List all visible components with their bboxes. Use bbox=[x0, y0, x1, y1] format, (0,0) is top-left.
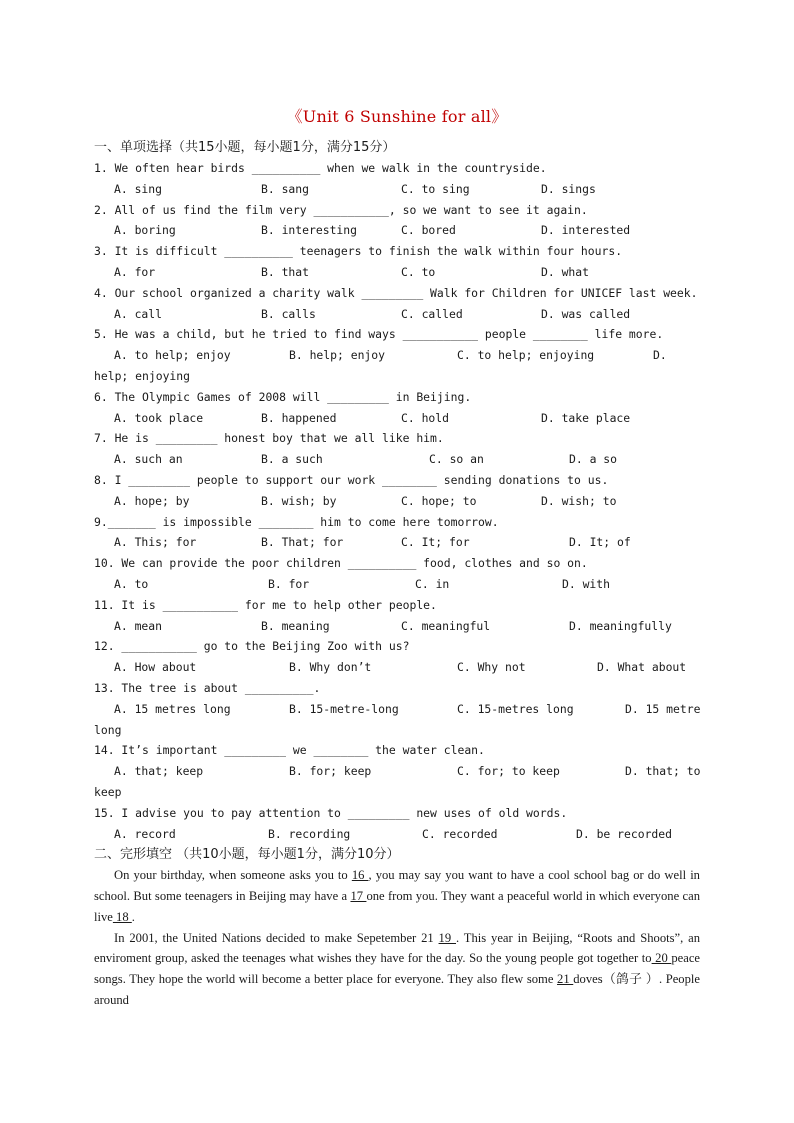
answer-option: D. bbox=[653, 348, 667, 363]
cloze-text: On your birthday, when someone asks you to bbox=[114, 868, 352, 883]
blank-17: 17 bbox=[350, 889, 367, 904]
answer-option: C. 15-metres long bbox=[457, 701, 574, 716]
answer-option: D. wish; to bbox=[541, 493, 617, 508]
option-row bbox=[94, 616, 700, 637]
question-stem: 5. He was a child, but he tried to find ways ___________ people ________ life more. bbox=[94, 327, 664, 342]
answer-option: D. take place bbox=[541, 410, 631, 425]
answer-option: C. to bbox=[401, 264, 436, 279]
question-stem: 14. It’s important _________ we ________ the water clean. bbox=[94, 743, 485, 758]
worksheet-page bbox=[94, 104, 700, 1011]
option-row bbox=[94, 574, 700, 595]
cloze-text: peace songs. They hope the world will become a better place for everyone. They also flew some bbox=[94, 951, 701, 987]
option-continuation: help; enjoying bbox=[94, 368, 191, 383]
answer-option: B. sang bbox=[261, 181, 310, 196]
option-row bbox=[94, 179, 700, 200]
blank-16: 16 bbox=[351, 868, 369, 883]
answer-option: D. 15 metre bbox=[625, 701, 701, 716]
answer-option: C. in bbox=[415, 576, 450, 591]
answer-option: D. a so bbox=[569, 452, 618, 467]
question-stem: 1. We often hear birds __________ when we walk in the countryside. bbox=[94, 161, 547, 175]
question-stem: 6. The Olympic Games of 2008 will _________ in Beijing. bbox=[94, 389, 472, 404]
answer-option: B. happened bbox=[261, 410, 337, 425]
answer-option: C. It; for bbox=[401, 535, 470, 550]
answer-option: A. boring bbox=[114, 223, 176, 238]
cloze-text: , you may say you want to have a cool school bag or do well in school. But some teenagers in Beijing may have a bbox=[94, 868, 700, 904]
option-row bbox=[94, 699, 700, 720]
question-stem: 3. It is difficult __________ teenagers to finish the walk within four hours. bbox=[94, 244, 623, 259]
cloze-text: In 2001, the United Nations decided to make Sepetember 21 bbox=[114, 930, 439, 945]
answer-option: C. Why not bbox=[457, 660, 526, 675]
question-stem: 13. The tree is about __________. bbox=[94, 680, 321, 695]
answer-option: B. recording bbox=[268, 826, 351, 841]
answer-option: D. What about bbox=[597, 660, 687, 675]
cloze-paragraph-2 bbox=[94, 928, 700, 1011]
option-row bbox=[94, 304, 700, 325]
answer-option: A. record bbox=[114, 826, 176, 841]
option-row bbox=[94, 532, 700, 553]
answer-option: A. This; for bbox=[114, 535, 197, 550]
question-stem: 15. I advise you to pay attention to _________ new uses of old words. bbox=[94, 805, 568, 820]
page-title: 《Unit 6 Sunshine for all》 bbox=[286, 107, 508, 126]
answer-option: C. bored bbox=[401, 223, 456, 238]
answer-option: B. Why don’t bbox=[289, 660, 372, 675]
question-stem: 11. It is ___________ for me to help other people. bbox=[94, 597, 437, 612]
answer-option: C. for; to keep bbox=[457, 764, 560, 779]
question-stem: 2. All of us find the film very ___________, so we want to see it again. bbox=[94, 202, 588, 217]
answer-option: A. took place bbox=[114, 410, 204, 425]
answer-option: A. sing bbox=[114, 181, 163, 196]
blank-20: 20 bbox=[651, 951, 672, 966]
answer-option: B. interesting bbox=[261, 223, 358, 238]
answer-option: D. with bbox=[562, 576, 611, 591]
answer-option: B. for; keep bbox=[289, 764, 372, 779]
answer-option: C. hope; to bbox=[401, 493, 477, 508]
answer-option: C. so an bbox=[429, 452, 484, 467]
answer-option: A. call bbox=[114, 306, 163, 321]
option-row bbox=[94, 220, 700, 241]
answer-option: D. It; of bbox=[569, 535, 631, 550]
blank-19: 19 bbox=[438, 930, 457, 945]
answer-option: B. wish; by bbox=[261, 493, 337, 508]
option-row bbox=[94, 657, 700, 678]
option-continuation: long bbox=[94, 722, 122, 737]
question-stem: 12. ___________ go to the Beijing Zoo with us? bbox=[94, 639, 410, 654]
question-stem: 4. Our school organized a charity walk _________ Walk for Children for UNICEF last week. bbox=[94, 285, 698, 300]
answer-option: B. calls bbox=[261, 306, 316, 321]
answer-option: C. meaningful bbox=[401, 618, 491, 633]
cloze-text: one from you. They want a peaceful world in which everyone can live bbox=[94, 889, 700, 924]
answer-option: C. to help; enjoying bbox=[457, 348, 595, 363]
answer-option: A. such an bbox=[114, 452, 183, 467]
question-list bbox=[94, 158, 700, 844]
answer-option: D. was called bbox=[541, 306, 631, 321]
answer-option: B. That; for bbox=[261, 535, 344, 550]
question-stem: 7. He is _________ honest boy that we all like him. bbox=[94, 431, 444, 446]
cloze-paragraph-1 bbox=[94, 865, 700, 927]
answer-option: D. that; to bbox=[625, 764, 701, 779]
answer-option: B. help; enjoy bbox=[289, 348, 386, 363]
answer-option: D. meaningfully bbox=[569, 618, 672, 633]
blank-21: 21 bbox=[557, 972, 574, 987]
option-row bbox=[94, 408, 700, 429]
answer-option: A. mean bbox=[114, 618, 163, 633]
cloze-text: . bbox=[131, 909, 135, 924]
option-row bbox=[94, 262, 700, 283]
answer-option: A. for bbox=[114, 264, 156, 279]
answer-option: C. to sing bbox=[401, 181, 470, 196]
question-stem: 10. We can provide the poor children __________ food, clothes and so on. bbox=[94, 556, 588, 571]
answer-option: A. hope; by bbox=[114, 493, 190, 508]
answer-option: C. called bbox=[401, 306, 463, 321]
answer-option: B. for bbox=[268, 576, 310, 591]
answer-option: D. sings bbox=[541, 181, 596, 196]
question-stem: 8. I _________ people to support our work ________ sending donations to us. bbox=[94, 472, 609, 487]
option-row bbox=[94, 345, 700, 366]
answer-option: C. hold bbox=[401, 410, 450, 425]
cloze-text: doves（鸽子 ）. People around bbox=[94, 972, 700, 1008]
blank-18: 18 bbox=[112, 909, 132, 924]
answer-option: B. meaning bbox=[261, 618, 330, 633]
answer-option: A. to help; enjoy bbox=[114, 348, 231, 363]
answer-option: D. interested bbox=[541, 223, 631, 238]
answer-option: B. a such bbox=[261, 452, 323, 467]
answer-option: A. to bbox=[114, 576, 149, 591]
answer-option: B. that bbox=[261, 264, 310, 279]
section-heading-cloze: 二、完形填空 （共10小题，每小题1分，满分10分） bbox=[94, 847, 400, 863]
option-row bbox=[94, 449, 700, 470]
section-heading-multiple-choice: 一、单项选择（共15小题，每小题1分，满分15分） bbox=[94, 140, 396, 155]
option-row bbox=[94, 761, 700, 782]
option-continuation: keep bbox=[94, 784, 122, 799]
answer-option: B. 15-metre-long bbox=[289, 701, 399, 716]
option-row bbox=[94, 491, 700, 512]
answer-option: C. recorded bbox=[422, 826, 498, 841]
option-row bbox=[94, 824, 700, 845]
answer-option: D. be recorded bbox=[576, 826, 673, 841]
answer-option: A. 15 metres long bbox=[114, 701, 231, 716]
answer-option: D. what bbox=[541, 264, 590, 279]
question-stem: 9._______ is impossible ________ him to come here tomorrow. bbox=[94, 514, 499, 529]
answer-option: A. that; keep bbox=[114, 764, 204, 779]
answer-option: A. How about bbox=[114, 660, 197, 675]
cloze-text: . This year in Beijing, “Roots and Shoots”, an enviroment group, asked the teenages what wishes they have for the day. So the young people got together to bbox=[94, 930, 700, 966]
